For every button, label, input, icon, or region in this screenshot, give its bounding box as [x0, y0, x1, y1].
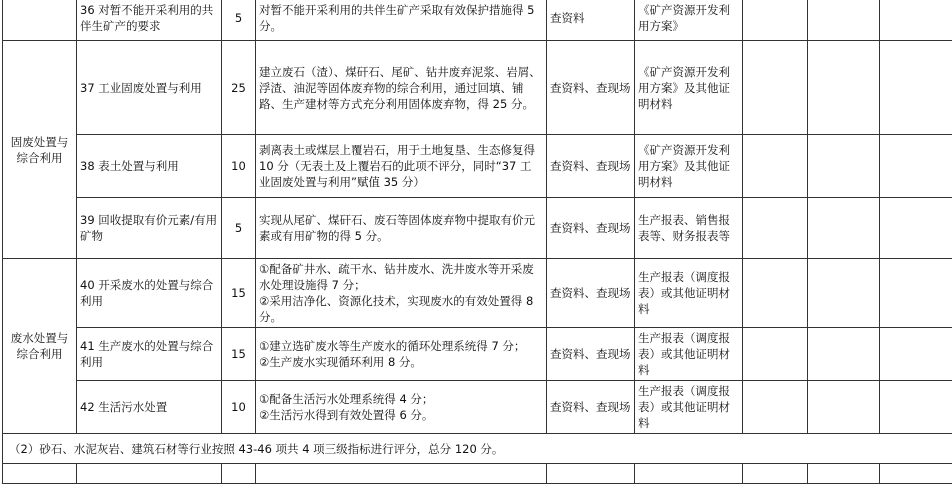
method-cell: 查资料、查现场: [547, 41, 635, 135]
table-row: [3, 41, 952, 135]
criteria-cell: [256, 259, 547, 328]
empty-cell: [808, 198, 880, 259]
criteria-cell: 对暂不能开采利用的共伴生矿产采取有效保护措施得 5 分。: [256, 0, 547, 41]
score-cell: 5: [222, 0, 256, 41]
empty-cell: [808, 259, 880, 328]
empty-cell: [743, 464, 808, 484]
empty-cell: [743, 198, 808, 259]
category-cell-empty: [3, 0, 77, 41]
criteria-line: ②生产废水实现循环利用 8 分。: [259, 354, 543, 370]
empty-cell: [547, 464, 635, 484]
table-row: [3, 464, 952, 484]
empty-cell: [743, 381, 808, 434]
empty-cell: [880, 464, 952, 484]
score-cell: 15: [222, 328, 256, 381]
empty-cell: [880, 41, 952, 135]
score-cell: 10: [222, 135, 256, 198]
empty-cell: [743, 0, 808, 41]
method-cell: 查资料、查现场: [547, 328, 635, 381]
empty-cell: [222, 464, 256, 484]
criteria-cell: 建立废石（渣）、煤矸石、尾矿、钻井废弃泥浆、岩屑、浮渣、油泥等固体废弃物的综合利用，通过回填、铺路、生产建材等方式充分利用固体废弃物，得 25 分。: [256, 41, 547, 135]
empty-cell: [77, 464, 222, 484]
table-row: [3, 381, 952, 434]
table-row: [3, 259, 952, 328]
material-cell: 《矿产资源开发利用方案》: [635, 0, 743, 41]
empty-cell: [808, 464, 880, 484]
criteria-line: ②采用洁净化、资源化技术，实现废水的有效处置得 8 分。: [259, 293, 543, 325]
indicator-cell: 42 生活污水处置: [77, 381, 222, 434]
empty-cell: [880, 381, 952, 434]
indicator-cell: 40 开采废水的处置与综合利用: [77, 259, 222, 328]
empty-cell: [880, 259, 952, 328]
method-cell: 查资料、查现场: [547, 381, 635, 434]
score-cell: 10: [222, 381, 256, 434]
empty-cell: [880, 135, 952, 198]
material-cell: 生产报表（调度报表）或其他证明材料: [635, 259, 743, 328]
indicator-cell: 39 回收提取有价元素/有用矿物: [77, 198, 222, 259]
criteria-cell: [256, 328, 547, 381]
empty-cell: [743, 328, 808, 381]
material-cell: 生产报表、销售报表等、财务报表等: [635, 198, 743, 259]
criteria-cell: 剥离表土或煤层上覆岩石，用于土地复垦、生态修复得 10 分（无表土及上覆岩石的此项不评分，同时“37 工业固废处置与利用”赋值 35 分）: [256, 135, 547, 198]
empty-cell: [808, 0, 880, 41]
score-cell: 25: [222, 41, 256, 135]
method-cell: 查资料、查现场: [547, 135, 635, 198]
empty-cell: [743, 41, 808, 135]
empty-cell: [808, 135, 880, 198]
material-cell: 生产报表（调度报表）或其他证明材料: [635, 381, 743, 434]
method-cell: 查资料: [547, 0, 635, 41]
criteria-cell: 实现从尾矿、煤矸石、废石等固体废弃物中提取有价元素或有用矿物的得 5 分。: [256, 198, 547, 259]
criteria-line: ①配备生活污水处理系统得 4 分；: [259, 391, 543, 407]
empty-cell: [808, 328, 880, 381]
criteria-line: ①建立选矿废水等生产废水的循环处理系统得 7 分；: [259, 338, 543, 354]
note-row: [3, 434, 952, 464]
table-row: [3, 328, 952, 381]
empty-cell: [808, 41, 880, 135]
category-solid-waste: 固废处置与综合利用: [3, 41, 77, 259]
criteria-line: ①配备矿井水、疏干水、钻井废水、洗井废水等开采废水处理设施得 7 分；: [259, 261, 543, 293]
empty-cell: [3, 464, 77, 484]
criteria-line: ②生活污水得到有效处置得 6 分。: [259, 407, 543, 423]
table-row: [3, 198, 952, 259]
table-row: [3, 135, 952, 198]
indicator-cell: 38 表土处置与利用: [77, 135, 222, 198]
empty-cell: [743, 135, 808, 198]
empty-cell: [743, 259, 808, 328]
empty-cell: [880, 0, 952, 41]
empty-cell: [880, 198, 952, 259]
empty-cell: [808, 381, 880, 434]
method-cell: 查资料、查现场: [547, 198, 635, 259]
material-cell: 《矿产资源开发利用方案》及其他证明材料: [635, 135, 743, 198]
indicator-cell: 41 生产废水的处置与综合利用: [77, 328, 222, 381]
criteria-cell: [256, 381, 547, 434]
method-cell: 查资料、查现场: [547, 259, 635, 328]
evaluation-table: [2, 0, 952, 484]
indicator-cell: 37 工业固废处置与利用: [77, 41, 222, 135]
score-cell: 15: [222, 259, 256, 328]
section-note: （2）砂石、水泥灰岩、建筑石材等行业按照 43-46 项共 4 项三级指标进行评分，总分 120 分。: [3, 434, 952, 464]
empty-cell: [635, 464, 743, 484]
indicator-cell: 36 对暂不能开采利用的共伴生矿产的要求: [77, 0, 222, 41]
material-cell: 生产报表（调度报表）或其他证明材料: [635, 328, 743, 381]
category-waste-water: 废水处置与综合利用: [3, 259, 77, 434]
table-row: [3, 0, 952, 41]
empty-cell: [880, 328, 952, 381]
material-cell: 《矿产资源开发利用方案》及其他证明材料: [635, 41, 743, 135]
empty-cell: [256, 464, 547, 484]
score-cell: 5: [222, 198, 256, 259]
